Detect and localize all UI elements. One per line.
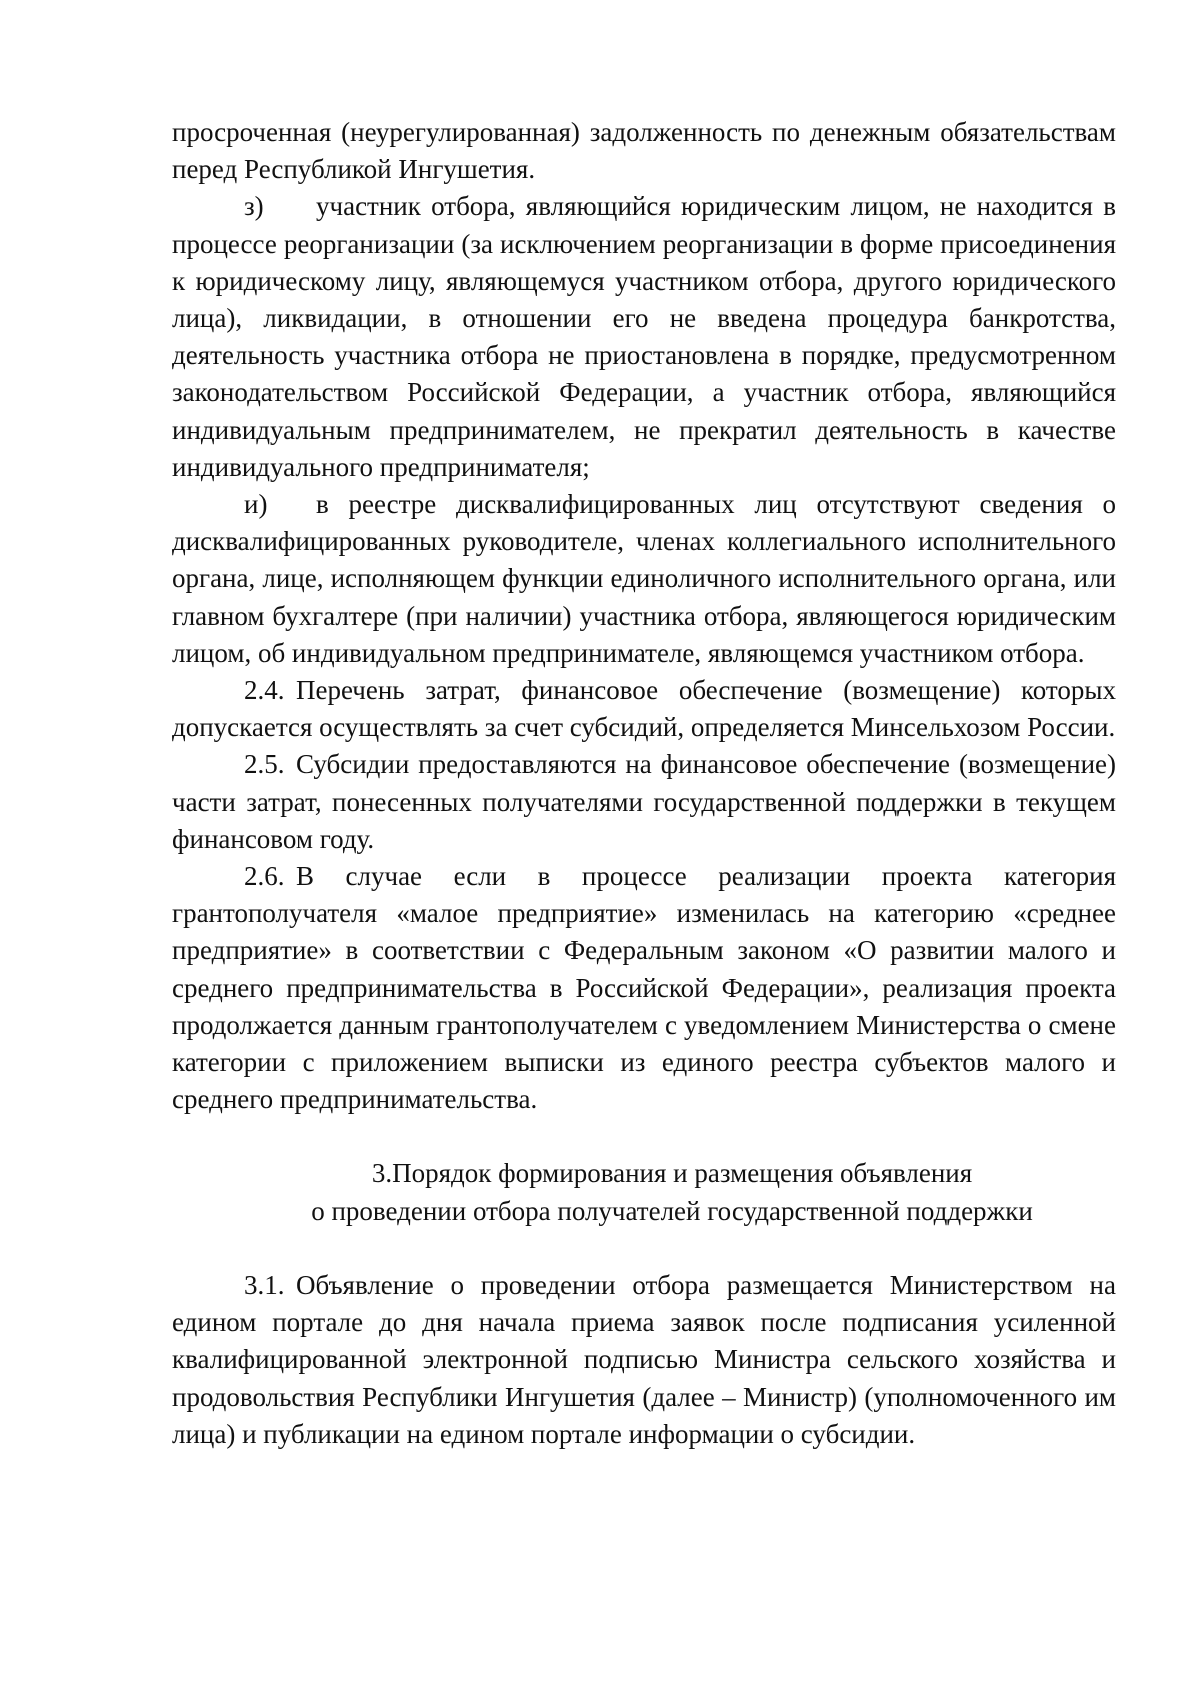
document-page: [172, 114, 1116, 1453]
item-z-marker: з): [244, 191, 264, 222]
clause-3-1-number: 3.1.: [244, 1269, 285, 1300]
clause-2-4-paragraph: [172, 672, 1116, 746]
clause-3-1-text: Объявление о проведении отбора размещается Министерством на едином портале до дня начала приема заявок после подписания усиленной квалифицированной электронной подписью Министра сельского хозяйства и продовольствия Республики Ингушетия (далее – Министр) (уполномоченного им лица) и публикации на едином портале информации о субсидии.: [172, 1269, 1116, 1449]
clause-2-4-number: 2.4.: [244, 675, 285, 706]
clause-2-6-number: 2.6.: [244, 861, 285, 892]
clause-3-1-paragraph: [172, 1267, 1116, 1453]
section-3-heading-line-1: 3.Порядок формирования и размещения объявления: [371, 1158, 973, 1189]
item-i-paragraph: [172, 486, 1116, 672]
item-z-text: участник отбора, являющийся юридическим лицом, не находится в процессе реорганизации (за исключением реорганизации в форме присоединения к юридическому лицу, являющемуся участником отбора, другого юридического лица), ликвидации, в отношении его не введена процедура банкротства, деятельность участника отбора не приостановлена в порядке, предусмотренном законодательством Российской Федерации, а участник отбора, являющийся индивидуальным предпринимателем, не прекратил деятельность в качестве индивидуального предпринимателя;: [172, 191, 1116, 482]
continuation-paragraph: просроченная (неурегулированная) задолженность по денежным обязательствам перед Республикой Ингушетия.: [172, 117, 1116, 185]
item-i-marker: и): [244, 489, 268, 520]
clause-2-5-text: Субсидии предоставляются на финансовое обеспечение (возмещение) части затрат, понесенных получателями государственной поддержки в текущем финансовом году.: [172, 749, 1116, 854]
clause-2-4-text: Перечень затрат, финансовое обеспечение (возмещение) которых допускается осуществлять за счет субсидий, определяется Минсельхозом России.: [172, 675, 1116, 743]
clause-2-6-text: В случае если в процессе реализации проекта категория грантополучателя «малое предприятие» изменилась на категорию «среднее предприятие» в соответствии с Федеральным законом «О развитии малого и среднего предпринимательства в Российской Федерации», реализация проекта продолжается данным грантополучателем с уведомлением Министерства о смене категории с приложением выписки из единого реестра субъектов малого и среднего предпринимательства.: [172, 861, 1116, 1115]
clause-2-5-number: 2.5.: [244, 749, 285, 780]
section-3-heading-line-2: о проведении отбора получателей государственной поддержки: [311, 1195, 1033, 1226]
clause-2-6-paragraph: [172, 858, 1116, 1118]
clause-2-5-paragraph: [172, 746, 1116, 858]
spacer: [172, 1118, 1116, 1155]
item-i-text: в реестре дисквалифицированных лиц отсутствуют сведения о дисквалифицированных руководителе, членах коллегиального исполнительного органа, лице, исполняющем функции единоличного исполнительного органа, или главном бухгалтере (при наличии) участника отбора, являющегося юридическим лицом, об индивидуальном предпринимателе, являющемся участником отбора.: [172, 489, 1116, 668]
item-z-paragraph: [172, 188, 1116, 486]
spacer: [172, 1230, 1116, 1267]
